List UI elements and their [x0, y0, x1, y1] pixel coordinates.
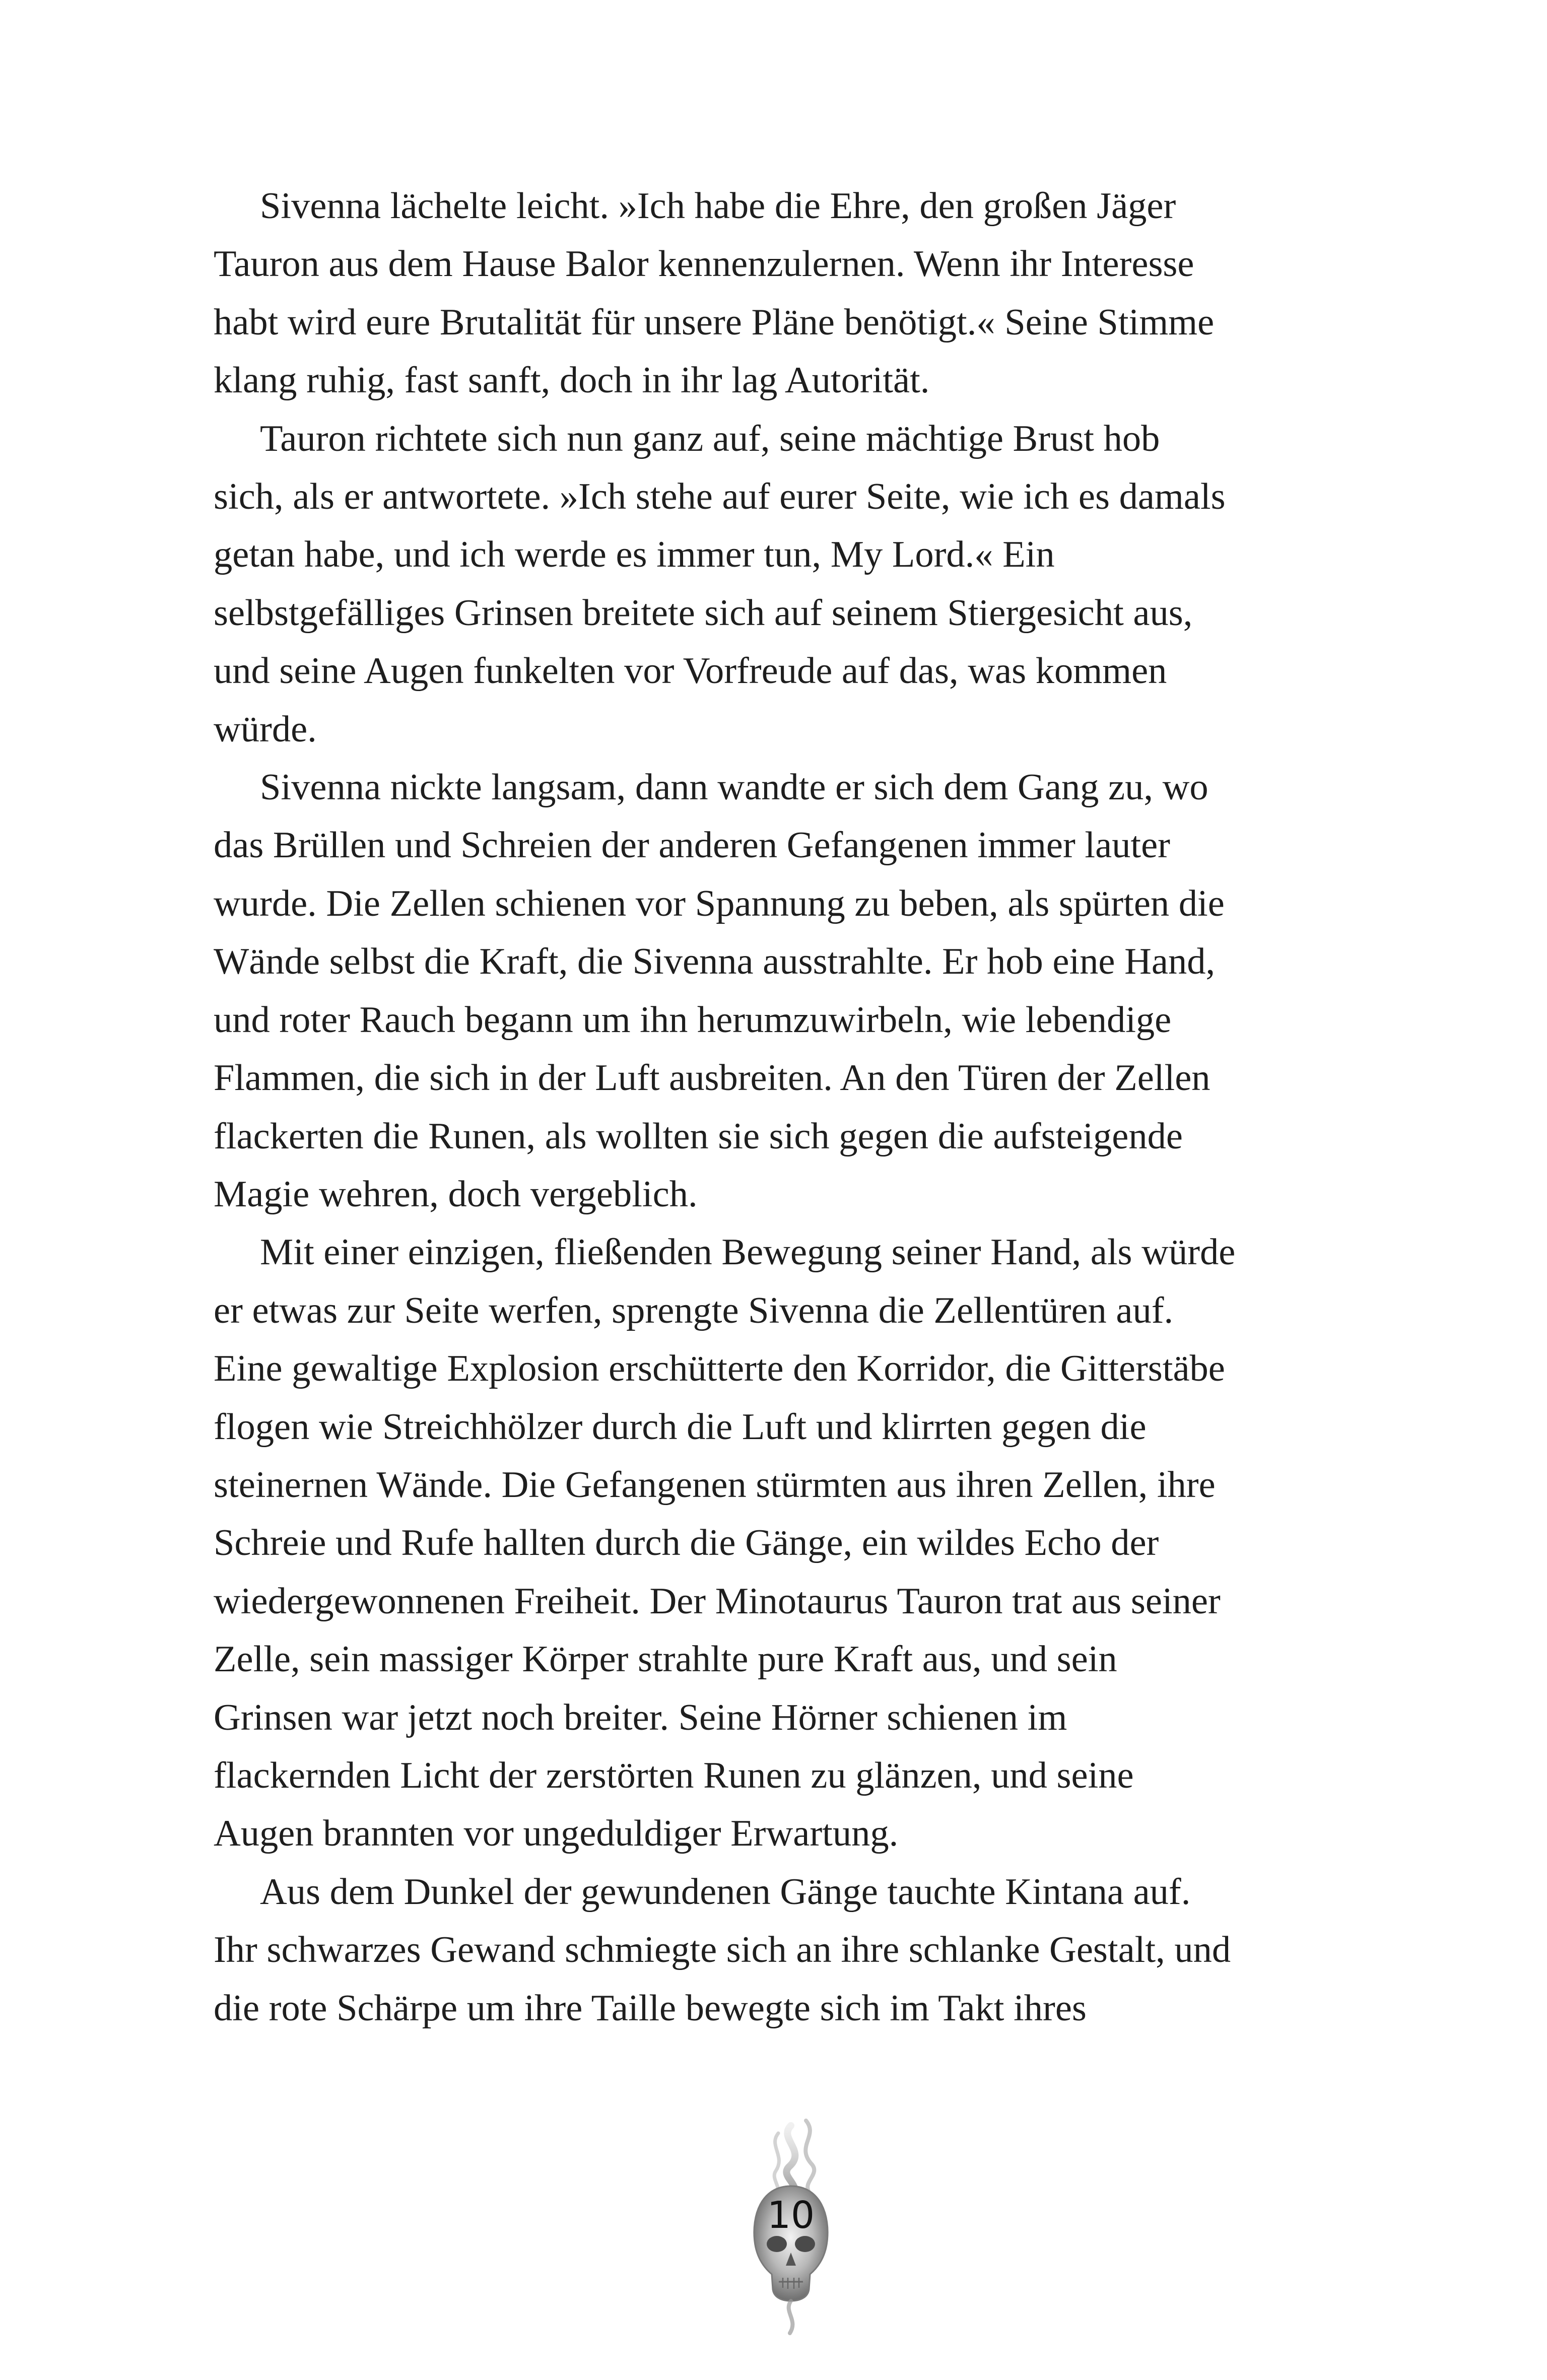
text-line: klang ruhig, fast sanft, doch in ihr lag Autorität. [214, 360, 930, 401]
text-line: sich, als er antwortete. »Ich stehe auf eurer Seite, wie ich es damals [214, 476, 1226, 518]
text-line: flogen wie Streichhölzer durch die Luft und klirrten gegen die [214, 1406, 1147, 1448]
text-line: selbstgefälliges Grinsen breitete sich auf seinem Stiergesicht aus, [214, 592, 1193, 634]
text-line: Flammen, die sich in der Luft ausbreiten. An den Türen der Zellen [214, 1057, 1210, 1099]
text-line: Sivenna lächelte leicht. »Ich habe die Ehre, den großen Jäger [260, 185, 1176, 227]
text-line: Tauron richtete sich nun ganz auf, seine mächtige Brust hob [260, 418, 1160, 459]
text-line: getan habe, und ich werde es immer tun, My Lord.« Ein [214, 534, 1055, 576]
text-line: wiedergewonnenen Freiheit. Der Minotaurus Tauron trat aus seiner [214, 1580, 1221, 1622]
text-line: Wände selbst die Kraft, die Sivenna ausstrahlte. Er hob eine Hand, [214, 941, 1216, 983]
text-line: flackernden Licht der zerstörten Runen zu glänzen, und seine [214, 1754, 1134, 1796]
text-line: Augen brannten vor ungeduldiger Erwartung. [214, 1813, 899, 1855]
page-footer [730, 2116, 851, 2337]
text-line: Zelle, sein massiger Körper strahlte pure Kraft aus, und sein [214, 1639, 1117, 1680]
text-line: wurde. Die Zellen schienen vor Spannung zu beben, als spürten die [214, 882, 1225, 924]
text-line: und roter Rauch begann um ihn herumzuwirbeln, wie lebendige [214, 999, 1172, 1041]
text-line: Aus dem Dunkel der gewundenen Gänge tauchte Kintana auf. [260, 1871, 1191, 1913]
text-line: habt wird eure Brutalität für unsere Pläne benötigt.« Seine Stimme [214, 301, 1215, 343]
paragraph-2 [214, 410, 1315, 759]
text-line: er etwas zur Seite werfen, sprengte Sivenna die Zellentüren auf. [214, 1289, 1174, 1331]
text-line: steinernen Wände. Die Gefangenen stürmten aus ihren Zellen, ihre [214, 1464, 1216, 1506]
page-number: 10 [767, 2194, 815, 2237]
text-line: das Brüllen und Schreien der anderen Gefangenen immer lauter [214, 825, 1170, 866]
text-line: Magie wehren, doch vergeblich. [214, 1173, 698, 1215]
text-line: Schreie und Rufe hallten durch die Gänge, ein wildes Echo der [214, 1522, 1159, 1564]
text-line: Eine gewaltige Explosion erschütterte den Korridor, die Gitterstäbe [214, 1348, 1225, 1390]
text-line: die rote Schärpe um ihre Taille bewegte sich im Takt ihres [214, 1987, 1087, 2029]
text-line: Mit einer einzigen, fließenden Bewegung seiner Hand, als würde [260, 1232, 1236, 1273]
text-line: Tauron aus dem Hause Balor kennenzulernen. Wenn ihr Interesse [214, 243, 1194, 285]
text-line: würde. [214, 708, 317, 750]
paragraph-1 [214, 177, 1315, 410]
text-line: Grinsen war jetzt noch breiter. Seine Hörner schienen im [214, 1696, 1067, 1738]
text-line: flackerten die Runen, als wollten sie sich gegen die aufsteigende [214, 1115, 1183, 1157]
paragraph-4 [214, 1223, 1315, 1863]
text-line: Sivenna nickte langsam, dann wandte er sich dem Gang zu, wo [260, 767, 1208, 808]
body-text [214, 177, 1315, 2037]
text-line: Ihr schwarzes Gewand schmiegte sich an ihre schlanke Gestalt, und [214, 1929, 1231, 1971]
paragraph-5 [214, 1863, 1315, 2037]
text-line: und seine Augen funkelten vor Vorfreude auf das, was kommen [214, 650, 1167, 692]
paragraph-3 [214, 759, 1315, 1223]
